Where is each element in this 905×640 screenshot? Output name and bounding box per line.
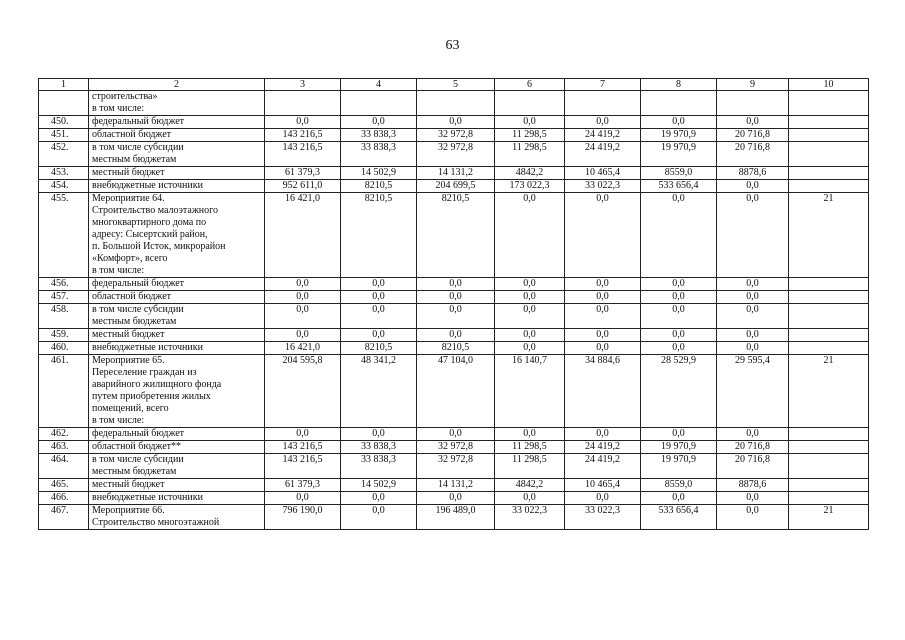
row-name: областной бюджет	[89, 291, 265, 304]
value-cell: 173 022,3	[495, 180, 565, 193]
value-cell: 14 131,2	[417, 479, 495, 492]
value-cell: 24 419,2	[565, 129, 641, 142]
value-cell: 0,0	[495, 304, 565, 329]
value-cell	[789, 278, 869, 291]
row-number: 456.	[39, 278, 89, 291]
value-cell: 14 502,9	[341, 479, 417, 492]
value-cell: 796 190,0	[265, 505, 341, 530]
value-cell	[789, 291, 869, 304]
row-name: местный бюджет	[89, 167, 265, 180]
value-cell: 0,0	[495, 342, 565, 355]
value-cell: 11 298,5	[495, 142, 565, 167]
value-cell: 8559,0	[641, 479, 717, 492]
value-cell: 0,0	[341, 116, 417, 129]
value-cell: 0,0	[495, 278, 565, 291]
value-cell: 4842,2	[495, 167, 565, 180]
value-cell: 196 489,0	[417, 505, 495, 530]
table-row	[39, 342, 869, 355]
value-cell: 16 421,0	[265, 342, 341, 355]
value-cell	[789, 342, 869, 355]
value-cell: 0,0	[565, 291, 641, 304]
value-cell: 0,0	[265, 492, 341, 505]
value-cell: 20 716,8	[717, 142, 789, 167]
value-cell: 19 970,9	[641, 454, 717, 479]
row-number: 465.	[39, 479, 89, 492]
row-number: 467.	[39, 505, 89, 530]
value-cell: 14 502,9	[341, 167, 417, 180]
value-cell: 32 972,8	[417, 454, 495, 479]
row-name: местный бюджет	[89, 329, 265, 342]
value-cell: 33 022,3	[565, 180, 641, 193]
value-cell: 33 022,3	[565, 505, 641, 530]
row-name: внебюджетные источники	[89, 342, 265, 355]
value-cell: 0,0	[641, 329, 717, 342]
row-number	[39, 91, 89, 116]
row-name: в том числе субсидии местным бюджетам	[89, 304, 265, 329]
table-row	[39, 304, 869, 329]
value-cell: 0,0	[717, 428, 789, 441]
value-cell: 24 419,2	[565, 454, 641, 479]
value-cell: 8559,0	[641, 167, 717, 180]
table-row	[39, 441, 869, 454]
row-number: 459.	[39, 329, 89, 342]
row-number: 458.	[39, 304, 89, 329]
value-cell: 0,0	[717, 505, 789, 530]
table-row	[39, 479, 869, 492]
value-cell: 19 970,9	[641, 142, 717, 167]
value-cell: 0,0	[641, 342, 717, 355]
value-cell	[495, 91, 565, 116]
value-cell: 533 656,4	[641, 180, 717, 193]
value-cell: 0,0	[641, 304, 717, 329]
row-number: 455.	[39, 193, 89, 278]
row-name: в том числе субсидии местным бюджетам	[89, 454, 265, 479]
value-cell	[789, 454, 869, 479]
value-cell	[717, 91, 789, 116]
value-cell: 0,0	[495, 492, 565, 505]
row-number: 461.	[39, 355, 89, 428]
column-header: 8	[641, 79, 717, 91]
value-cell: 0,0	[265, 116, 341, 129]
value-cell: 0,0	[417, 304, 495, 329]
row-number: 460.	[39, 342, 89, 355]
table-row	[39, 454, 869, 479]
table-row	[39, 193, 869, 278]
value-cell: 8210,5	[417, 342, 495, 355]
value-cell	[789, 91, 869, 116]
value-cell: 0,0	[717, 342, 789, 355]
value-cell: 0,0	[565, 193, 641, 278]
row-name: внебюджетные источники	[89, 492, 265, 505]
value-cell: 10 465,4	[565, 167, 641, 180]
value-cell: 48 341,2	[341, 355, 417, 428]
value-cell	[789, 129, 869, 142]
value-cell: 0,0	[341, 428, 417, 441]
value-cell: 0,0	[495, 193, 565, 278]
table-row	[39, 492, 869, 505]
value-cell: 24 419,2	[565, 142, 641, 167]
value-cell: 0,0	[265, 329, 341, 342]
value-cell	[789, 116, 869, 129]
row-name: федеральный бюджет	[89, 428, 265, 441]
budget-table	[38, 78, 869, 530]
row-name: строительства» в том числе:	[89, 91, 265, 116]
value-cell: 11 298,5	[495, 129, 565, 142]
value-cell: 0,0	[641, 278, 717, 291]
value-cell: 0,0	[717, 304, 789, 329]
value-cell: 143 216,5	[265, 142, 341, 167]
row-number: 462.	[39, 428, 89, 441]
table-row	[39, 355, 869, 428]
value-cell: 33 838,3	[341, 441, 417, 454]
value-cell: 0,0	[565, 116, 641, 129]
value-cell	[789, 180, 869, 193]
row-number: 457.	[39, 291, 89, 304]
value-cell	[789, 329, 869, 342]
value-cell: 143 216,5	[265, 454, 341, 479]
value-cell: 0,0	[265, 304, 341, 329]
value-cell: 143 216,5	[265, 129, 341, 142]
value-cell: 20 716,8	[717, 454, 789, 479]
table-row	[39, 505, 869, 530]
column-header: 9	[717, 79, 789, 91]
row-name: местный бюджет	[89, 479, 265, 492]
value-cell: 10 465,4	[565, 479, 641, 492]
value-cell: 0,0	[417, 291, 495, 304]
value-cell: 32 972,8	[417, 129, 495, 142]
value-cell: 0,0	[565, 304, 641, 329]
value-cell: 19 970,9	[641, 129, 717, 142]
value-cell: 0,0	[265, 428, 341, 441]
row-name: Мероприятие 65. Переселение граждан из аварийного жилищного фонда путем приобретения жилых помещений, всего в том числе:	[89, 355, 265, 428]
value-cell: 0,0	[417, 278, 495, 291]
value-cell: 0,0	[495, 329, 565, 342]
value-cell: 33 838,3	[341, 454, 417, 479]
value-cell: 21	[789, 193, 869, 278]
value-cell: 0,0	[417, 492, 495, 505]
row-name: федеральный бюджет	[89, 278, 265, 291]
row-number: 454.	[39, 180, 89, 193]
value-cell	[341, 91, 417, 116]
value-cell: 0,0	[717, 116, 789, 129]
value-cell: 4842,2	[495, 479, 565, 492]
value-cell: 0,0	[641, 428, 717, 441]
value-cell: 47 104,0	[417, 355, 495, 428]
value-cell: 143 216,5	[265, 441, 341, 454]
value-cell: 34 884,6	[565, 355, 641, 428]
value-cell: 32 972,8	[417, 441, 495, 454]
value-cell: 0,0	[717, 278, 789, 291]
column-header: 1	[39, 79, 89, 91]
value-cell: 0,0	[495, 428, 565, 441]
value-cell: 8210,5	[341, 342, 417, 355]
row-name: Мероприятие 64. Строительство малоэтажного многоквартирного дома по адресу: Сысертский район, п. Большой Исток, микрорайон «Комфорт», всего в том числе:	[89, 193, 265, 278]
value-cell: 0,0	[717, 193, 789, 278]
column-header: 2	[89, 79, 265, 91]
table-row	[39, 291, 869, 304]
value-cell: 0,0	[717, 329, 789, 342]
value-cell	[789, 304, 869, 329]
value-cell: 204 595,8	[265, 355, 341, 428]
value-cell	[789, 441, 869, 454]
row-number: 451.	[39, 129, 89, 142]
row-name: в том числе субсидии местным бюджетам	[89, 142, 265, 167]
value-cell: 0,0	[417, 329, 495, 342]
value-cell: 8210,5	[341, 180, 417, 193]
value-cell: 0,0	[341, 278, 417, 291]
row-name: Мероприятие 66. Строительство многоэтажной	[89, 505, 265, 530]
value-cell: 0,0	[565, 278, 641, 291]
value-cell: 0,0	[417, 116, 495, 129]
value-cell: 0,0	[565, 342, 641, 355]
value-cell	[789, 142, 869, 167]
value-cell: 14 131,2	[417, 167, 495, 180]
row-number: 450.	[39, 116, 89, 129]
column-header: 10	[789, 79, 869, 91]
table-row	[39, 428, 869, 441]
table-row	[39, 167, 869, 180]
value-cell: 0,0	[717, 291, 789, 304]
column-header: 7	[565, 79, 641, 91]
value-cell: 533 656,4	[641, 505, 717, 530]
value-cell	[789, 428, 869, 441]
value-cell: 0,0	[265, 291, 341, 304]
value-cell: 61 379,3	[265, 167, 341, 180]
column-header: 6	[495, 79, 565, 91]
row-number: 452.	[39, 142, 89, 167]
value-cell	[565, 91, 641, 116]
row-name: внебюджетные источники	[89, 180, 265, 193]
row-number: 453.	[39, 167, 89, 180]
column-header: 3	[265, 79, 341, 91]
value-cell: 20 716,8	[717, 129, 789, 142]
value-cell: 33 838,3	[341, 142, 417, 167]
value-cell	[789, 167, 869, 180]
table-row	[39, 278, 869, 291]
value-cell: 19 970,9	[641, 441, 717, 454]
table-row	[39, 180, 869, 193]
row-number: 464.	[39, 454, 89, 479]
value-cell: 0,0	[417, 428, 495, 441]
value-cell	[641, 91, 717, 116]
value-cell: 20 716,8	[717, 441, 789, 454]
value-cell: 33 838,3	[341, 129, 417, 142]
table-row	[39, 142, 869, 167]
value-cell: 0,0	[341, 505, 417, 530]
value-cell: 8878,6	[717, 479, 789, 492]
value-cell: 33 022,3	[495, 505, 565, 530]
value-cell: 32 972,8	[417, 142, 495, 167]
page-number: 63	[445, 38, 460, 53]
value-cell: 16 140,7	[495, 355, 565, 428]
column-header: 4	[341, 79, 417, 91]
value-cell: 0,0	[265, 278, 341, 291]
value-cell	[789, 479, 869, 492]
value-cell: 21	[789, 355, 869, 428]
value-cell: 28 529,9	[641, 355, 717, 428]
row-number: 463.	[39, 441, 89, 454]
value-cell: 0,0	[341, 304, 417, 329]
value-cell: 11 298,5	[495, 454, 565, 479]
table-row	[39, 116, 869, 129]
value-cell: 8878,6	[717, 167, 789, 180]
row-number: 466.	[39, 492, 89, 505]
value-cell: 8210,5	[417, 193, 495, 278]
value-cell: 21	[789, 505, 869, 530]
value-cell: 204 699,5	[417, 180, 495, 193]
table-row	[39, 329, 869, 342]
value-cell: 0,0	[565, 492, 641, 505]
value-cell: 0,0	[641, 116, 717, 129]
value-cell: 0,0	[495, 291, 565, 304]
value-cell: 61 379,3	[265, 479, 341, 492]
value-cell	[265, 91, 341, 116]
table-row	[39, 129, 869, 142]
value-cell: 0,0	[341, 492, 417, 505]
value-cell: 0,0	[565, 329, 641, 342]
column-header: 5	[417, 79, 495, 91]
value-cell: 29 595,4	[717, 355, 789, 428]
value-cell: 0,0	[717, 492, 789, 505]
row-name: областной бюджет**	[89, 441, 265, 454]
value-cell	[789, 492, 869, 505]
value-cell: 8210,5	[341, 193, 417, 278]
value-cell: 24 419,2	[565, 441, 641, 454]
value-cell: 0,0	[341, 329, 417, 342]
value-cell: 11 298,5	[495, 441, 565, 454]
value-cell: 952 611,0	[265, 180, 341, 193]
value-cell: 0,0	[641, 291, 717, 304]
row-name: федеральный бюджет	[89, 116, 265, 129]
value-cell: 0,0	[565, 428, 641, 441]
table-row	[39, 91, 869, 116]
row-name: областной бюджет	[89, 129, 265, 142]
value-cell: 0,0	[641, 492, 717, 505]
value-cell: 0,0	[641, 193, 717, 278]
value-cell: 16 421,0	[265, 193, 341, 278]
value-cell	[417, 91, 495, 116]
value-cell: 0,0	[717, 180, 789, 193]
value-cell: 0,0	[495, 116, 565, 129]
table-header-row	[39, 79, 869, 91]
value-cell: 0,0	[341, 291, 417, 304]
